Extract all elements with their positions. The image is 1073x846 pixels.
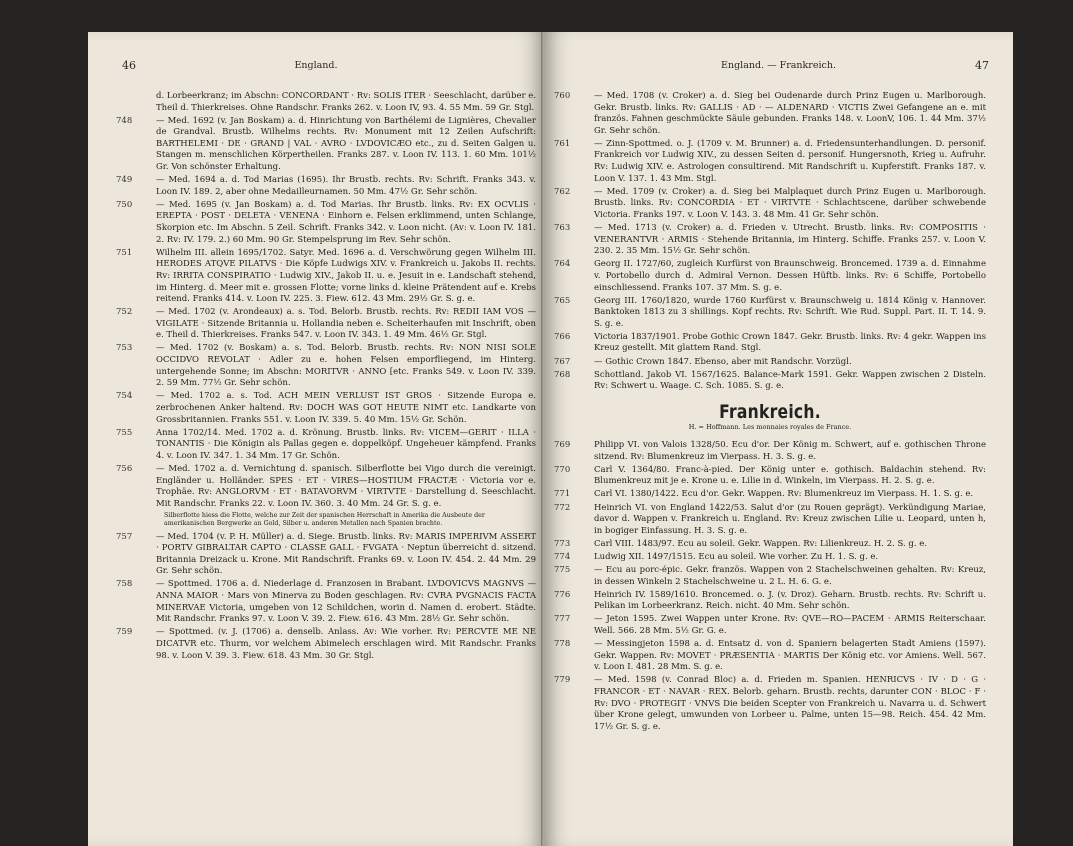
entry-number: 749 [116,175,133,186]
catalog-entry [116,175,536,198]
entry-text: Wilhelm III. allein 1695/1702. Satyr. Med. 1696 a. d. Verschwörung gegen Wilhelm III. HERODES ATQVE PILATVS · Die Köpfe Ludwigs XIV. v. Frankreich u. Jakobs II. rechts. Rv: IRRITA CONSPIRATIO · Ludwig XIV., Jakob II. u. e. Jesuit in e. Landschaft stehend, im Hinterg. d. Meer mit e. grossen Flotte; vorne links d. kleine Prätendent auf e. Krebs reitend. Franks 414. v. Loon IV. 225. 3. Fiew. 612. 43 Mm. 29½ Gr. S. g. e. [156,247,536,305]
entry-number: 750 [116,199,133,210]
entry-number: 759 [116,627,133,638]
entry-text: Heinrich IV. 1589/1610. Broncemed. o. J. (v. Droz). Geharn. Brustb. rechts. Rv: Schrift u. Pelikan im Lorbeerkranz. Reich. nicht. 40 Mm. Sehr schön. [594,589,986,612]
entry-text: Anna 1702/14. Med. 1702 a. d. Krönung. Brustb. links. Rv: VICEM—GERIT · ILLA · TONANTIS · Die Königin als Pallas gegen e. doppelköpf. Ungeheuer kämpfend. Franks 4. v. Loon IV. 347. 1. 34 Mm. 17 Gr. Schön. [156,427,536,461]
catalog-entry [554,565,986,588]
catalog-entry [116,200,536,246]
entry-text: — Spottmed. (v. J. (1706) a. denselb. Anlass. Av: Wie vorher. Rv: PERCVTE ME NE DICATVR etc. Thurm, vor welchem Abimelech erschlagen wird. Mit Randschr. Franks 98. v. Loon V. 39. 3. Fiew. 618. 43 Mm. 30 Gr. Stgl. [156,627,536,661]
entry-number: 760 [554,91,571,101]
entry-number: 766 [554,331,571,342]
continued-entry: d. Lorbeerkranz; im Abschn: CONCORDANT · Rv: SOLIS ITER · Seeschlacht, darüber e. Theil d. Thierkreises. Ohne Randschr. Franks 262. v. Loon IV, 93. 4. 55 Mm. 59 Gr. Stgl. [156,91,536,113]
entry-number: 773 [554,538,571,549]
catalog-entry [116,307,536,342]
catalog-entry [554,489,986,501]
section-title: Frankreich. [719,400,821,423]
catalog-entry [554,639,986,674]
entry-number: 756 [116,463,133,474]
entry-text: — Med. 1704 (v. P. H. Müller) a. d. Siege. Brustb. links. Rv: MARIS IMPERIVM ASSERT · PORTV GIBRALTAR CAPTO · CLASSE GALL · FVGATA · Neptun überreicht d. sitzend. Britannia Dreizack u. Krone. Mit Randschrift. Franks 69. v. Loon IV. 454. 2. 44 Mm. 29 Gr. Sehr schön. [156,531,536,577]
entry-text: Heinrich VI. von England 1422/53. Salut d'or (zu Rouen geprägt). Verkündigung Mariae, davor d. Wappen v. Frankreich u. England. Rv: Kreuz zwischen Lilie u. Leopard, unten h, in bogiger Einfassung. H. 3. S. g. e. [594,502,986,536]
entry-number: 775 [554,564,571,575]
catalog-entry [116,532,536,578]
entry-text: — Med. 1702 (v. Arondeaux) a. s. Tod. Belorb. Brustb. rechts. Rv: REDII IAM VOS — VIGILATE · Sitzende Britannia u. Hollandia neben e. Scheiterhaufen mit Inschrift, oben e. Theil d. Thierkreises. Franks 547. v. Loon IV. 343. 1. 49 Mm. 46½ Gr. Stgl. [156,307,536,341]
catalog-entry [554,465,986,488]
entry-number: 758 [116,579,133,590]
catalog-entry [554,139,986,185]
entry-number: 777 [554,614,571,625]
catalog-entry [554,539,986,551]
entry-number: 769 [554,440,571,451]
left-running-title: England. [294,60,338,71]
entry-text: — Med. 1702 a. d. Vernichtung d. spanisch. Silberflotte bei Vigo durch die vereinigt. Engländer u. Holländer. SPES · ET · VIRES—HOSTIUM FRACTÆ · Victoria vor e. Trophäe. Rv: ANGLORVM · ET · BATAVORVM · VIRTVTE · Darstellung d. Seeschlacht. Mit Randschr. Franks 22. v. Loon IV. 360. 3. 40 Mm. 24 Gr. S. g. e. [156,463,536,509]
entry-text: Victoria 1837/1901. Probe Gothic Crown 1847. Gekr. Brustb. links. Rv: 4 gekr. Wappen ins Kreuz gestellt. Mit glattem Rand. Stgl. [594,331,986,354]
entry-text: — Med. 1695 (v. Jan Boskam) a. d. Tod Marias. Ihr Brustb. links. Rv: EX OCVLIS · EREPTA · POST · DELETA · VENENA · Einhorn e. Felsen erklimmend, unten Schlange, Skorpion etc. Im Abschn. 5 Zeil. Schrift. Franks 342. v. Loon nicht. (Av: v. Loon IV. 181. 2. Rv: IV. 179. 2.) 60 Mm. 90 Gr. Stempelsprung im Rev. Sehr schön. [156,199,536,245]
entry-number: 767 [554,356,571,367]
right-body [554,91,986,735]
catalog-entry [554,259,986,294]
right-page-number: 47 [975,59,989,72]
entry-number: 768 [554,369,571,380]
entry-text: — Med. 1708 (v. Croker) a. d. Sieg bei Oudenarde durch Prinz Eugen u. Marlborough. Gekr. Brustb. links. Rv: GALLIS · AD · — ALDENARD · VICTIS Zwei Gefangene an e. mit französ. Fahnen geschmückte Säule gebunden. Franks 148. v. LoonV, 106. 1. 44 Mm. 37½ Gr. Sehr schön. [594,91,986,136]
catalog-entry [116,428,536,463]
entry-number: 779 [554,675,571,686]
catalog-entry [554,370,986,393]
catalog-entry [554,440,986,463]
left-entries-after-note [116,532,536,663]
catalog-entry [554,675,986,733]
entry-text: Georg III. 1760/1820, wurde 1760 Kurfürst v. Braunschweig u. 1814 König v. Hannover. Banktoken 1813 zu 3 shillings. Kopf rechts. Rv: Schrift. Wie Rud. Suppl. Part. II. T. 14. 9. S. g. e. [594,295,986,329]
catalog-entry [554,91,986,137]
left-body [116,91,536,664]
catalog-entry [116,116,536,174]
entry-text: — Spottmed. 1706 a. d. Niederlage d. Franzosen in Brabant. LVDOVICVS MAGNVS — ANNA MAIOR · Mars von Minerva zu Boden geschlagen. Rv: CVRA PVGNACIS FACTA MINERVAE Victoria, umgeben von 12 Schildchen, worin d. Namen d. erobert. Städte. Mit Randschr. Franks 97. v. Loon V. 39. 2. Fiew. 616. 43 Mm. 28½ Gr. Sehr schön. [156,579,536,625]
catalog-entry [116,579,536,625]
entry-number: 752 [116,307,133,318]
entry-number: 774 [554,551,571,562]
section-subtitle: H. = Hoffmann. Les monnaies royales de France. [688,423,852,432]
entry-text: — Zinn-Spottmed. o. J. (1709 v. M. Brunner) a. d. Friedensunterhandlungen. D. personif. Frankreich vor Ludwig XIV., zu dessen Seiten d. personif. Hungersnoth, Krieg u. Aufruhr. Rv: Ludwig XIV. e. Astrologen consultirend. Mit Randschrift u. Kupferstift. Franks 187. v. Loon V. 137. 1. 43 Mm. Stgl. [594,138,986,184]
entry-text: — Gothic Crown 1847. Ebenso, aber mit Randschr. Vorzügl. [594,356,852,367]
entry-text: — Med. 1709 (v. Croker) a. d. Sieg bei Malplaquet durch Prinz Eugen u. Marlborough. Brustb. links. Rv: CONCORDIA · ET · VIRTVTE · Schlachtscene, darüber schwebende Victoria. Franks 197. v. Loon V. 143. 3. 48 Mm. 41 Gr. Sehr schön. [594,186,986,220]
entry-number: 771 [554,489,571,500]
entry-text: Philipp VI. von Valois 1328/50. Ecu d'or. Der König m. Schwert, auf e. gothischen Throne sitzend. Rv: Blumenkreuz im Vierpass. H. 3. S. g. e. [594,440,986,462]
left-page-number: 46 [122,59,136,72]
catalog-entry [554,187,986,222]
entry-text: Carl VI. 1380/1422. Ecu d'or. Gekr. Wappen. Rv: Blumenkreuz im Vierpass. H. 1. S. g. e. [594,489,974,500]
entry-text: Schottland. Jakob VI. 1567/1625. Balance-Mark 1591. Gekr. Wappen zwischen 2 Disteln. Rv: Schwert u. Waage. C. Sch. 1085. S. g. e. [594,369,986,392]
entry-number: 778 [554,639,571,650]
catalog-entry [554,332,986,355]
entry-number: 757 [116,531,133,542]
entry-text: Ludwig XII. 1497/1515. Ecu au soleil. Wie vorher. Zu H. 1. S. g. e. [594,551,879,562]
footnote: Silberflotte hiess die Flotte, welche zur Zeit der spanischen Herrschaft in Amerika die Ausbeute der amerikanischen Bergwerke an Gold, Silber u. anderen Metallen nach Spanien brachte. [164,511,485,528]
catalog-entry [554,552,986,564]
entry-text: Carl VIII. 1483/97. Ecu au soleil. Gekr. Wappen. Rv: Lilienkreuz. H. 2. S. g. e. [594,538,928,549]
catalog-entry [116,248,536,306]
catalog-entry [116,464,536,510]
entry-number: 776 [554,589,571,600]
catalog-entry [554,590,986,613]
catalog-entry [554,614,986,637]
entry-text: — Ecu au porc-épic. Gekr. französ. Wappen von 2 Stachelschweinen gehalten. Rv: Kreuz, in dessen Winkeln 2 Stachelschweine u. 2 L. H. 6. G. e. [594,564,986,587]
left-page [88,32,544,846]
entry-text: Carl V. 1364/80. Franc-à-pied. Der König unter e. gothisch. Baldachin stehend. Rv: Blumenkreuz mit je e. Krone u. e. Lilie in d. Winkeln, im Vierpass. H. 2. S. g. e. [594,464,986,487]
right-page [544,32,1013,846]
entry-number: 764 [554,259,571,270]
catalog-entry [116,627,536,662]
entry-text: — Messingjeton 1598 a. d. Entsatz d. von d. Spaniern belagerten Stadt Amiens (1597). Gekr. Wappen. Rv: MOVET · PRÆSENTIA · MARTIS Der König etc. vor Amiens. Well. 567. v. Loon I. 481. 28 Mm. S. g. e. [594,639,986,673]
entry-text: — Med. 1692 (v. Jan Boskam) a. d. Hinrichtung von Barthélemi de Lignières, Chevalier de Grandval. Brustb. Wilhelms rechts. Rv: Monument mit 12 Zeilen Aufschrift: BARTHELEMI · DE · GRAND | VAL · AVRO · LVDOVICÆO etc., zu d. Seiten Galgen u. Stangen m. menschlichen Körpertheilen. Franks 287. v. Loon IV. 113. 1. 60 Mm. 101½ Gr. Von schönster Erhaltung. [156,115,536,173]
right-running-title: England. — Frankreich. [721,60,836,71]
entry-text: — Med. 1694 a. d. Tod Marias (1695). Ihr Brustb. rechts. Rv: Schrift. Franks 343. v. Loon IV. 189. 2, aber ohne Medailleurnamen. 50 Mm. 47½ Gr. Sehr schön. [156,175,536,197]
catalog-entry [554,357,986,369]
entry-number: 754 [116,391,133,402]
entry-text: — Med. 1598 (v. Conrad Bloc) a. d. Frieden m. Spanien. HENRICVS · IV · D · G · FRANCOR · ET · NAVAR · REX. Belorb. geharn. Brustb. rechts, darunter CON · BLOC · F · Rv: DVO · PROTEGIT · VNVS Die beiden Scepter von Frankreich u. Navarra u. d. Schwert über Krone gelegt, umwunden von Lorbeer u. Palme, unten 15—98. Reich. 454. 42 Mm. 17½ Gr. S. g. e. [594,675,986,732]
entry-number: 761 [554,138,571,149]
entry-text: Georg II. 1727/60, zugleich Kurfürst von Braunschweig. Broncemed. 1739 a. d. Einnahme v. Portobello durch d. Admiral Vernon. Dessen Hüftb. links. Rv: 6 Schiffe, Portobello einschliessend. Franks 107. 37 Mm. S. g. e. [594,259,986,293]
right-entries [554,91,986,393]
entry-text: — Med. 1713 (v. Croker) a. d. Frieden v. Utrecht. Brustb. links. Rv: COMPOSITIS · VENERANTVR · ARMIS · Stehende Britannia, im Hinterg. Schiffe. Franks 257. v. Loon V. 230. 2. 35 Mm. 15½ Gr. Sehr schön. [594,223,986,257]
catalog-entry [554,503,986,538]
left-entries [116,116,536,511]
entry-number: 763 [554,223,571,234]
entry-number: 753 [116,343,133,354]
entry-number: 772 [554,502,571,513]
entry-text: — Jeton 1595. Zwei Wappen unter Krone. Rv: QVE—RO—PACEM · ARMIS Reiterschaar. Well. 566. 28 Mm. 5½ Gr. G. e. [594,614,986,636]
entry-number: 765 [554,295,571,306]
entry-number: 751 [116,247,133,258]
entry-number: 755 [116,427,133,438]
entry-text: — Med. 1702 a. s. Tod. ACH MEIN VERLUST IST GROS · Sitzende Europa e. zerbrochenen Anker haltend. Rv: DOCH WAS GOT HEUTE NIMT etc. Landkarte von Grossbritannien. Franks 551. v. Loon IV. 339. 5. 40 Mm. 15½ Gr. Schön. [156,391,536,425]
entry-number: 748 [116,115,133,126]
entry-number: 762 [554,186,571,197]
catalog-entry [554,223,986,258]
catalog-entry [554,296,986,331]
france-entries [554,440,986,733]
entry-number: 770 [554,464,571,475]
catalog-entry [116,391,536,426]
entry-text: — Med. 1702 (v. Boskam) a. s. Tod. Belorb. Brustb. rechts. Rv: NON NISI SOLE OCCIDVO REVOLAT · Adler zu e. hohen Felsen emporfliegend, im Hinterg. untergehende Sonne; im Abschn: MORITVR · ANNO [etc. Franks 549. v. Loon IV. 339. 2. 59 Mm. 77½ Gr. Sehr schön. [156,343,536,389]
catalog-entry [116,343,536,389]
